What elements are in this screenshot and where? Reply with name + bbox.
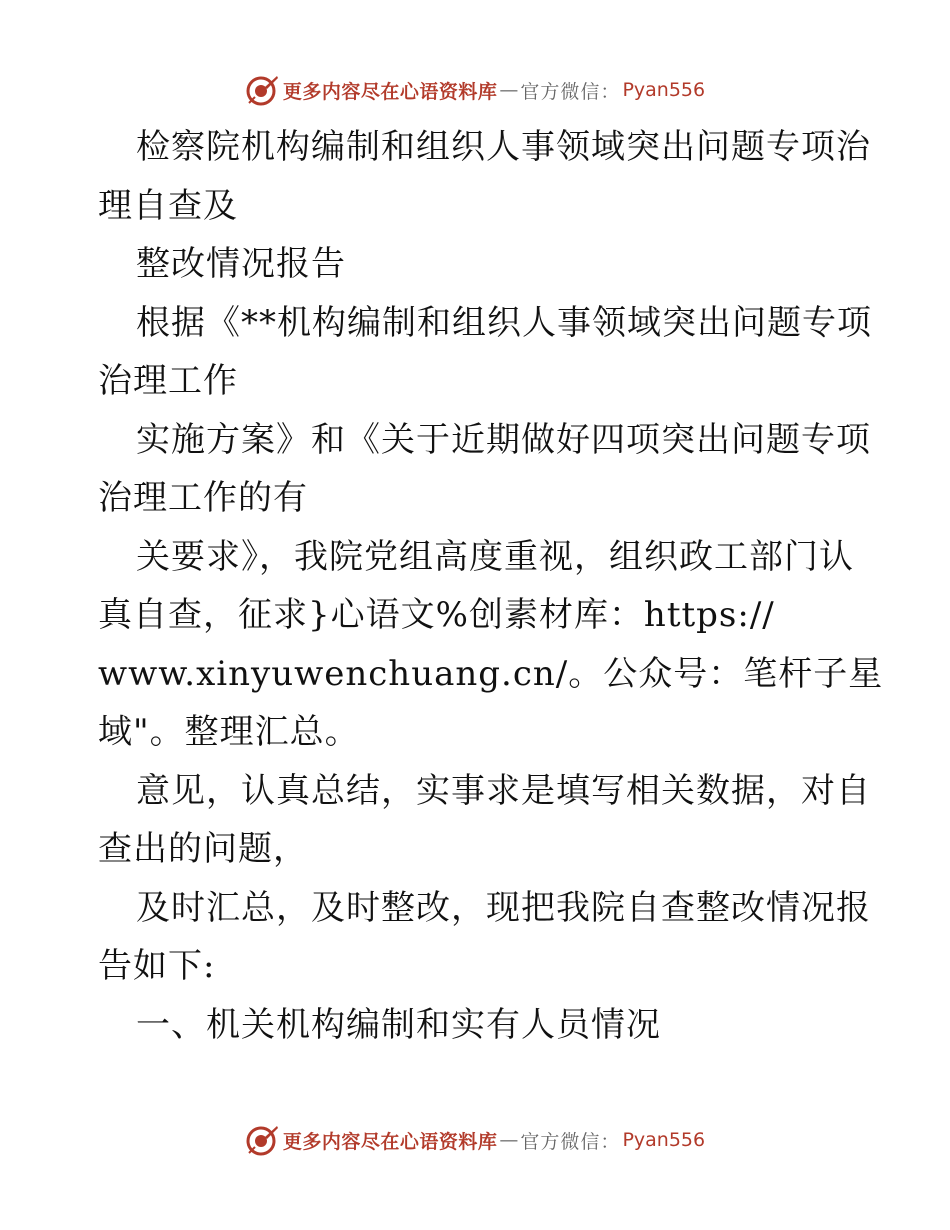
title-line-2: 理自查及 — [98, 185, 238, 226]
paragraph-line: 治理工作的有 — [98, 478, 308, 518]
watermark-wechat-label: 官方微信： — [520, 1130, 621, 1153]
watermark-dash: — — [499, 1129, 519, 1151]
paragraph-line: 告如下: — [98, 946, 216, 986]
paragraph-line: 真自查，征求}心语文%创素材库：https:// — [98, 595, 775, 635]
paragraph-line: www.xinyuwenchuang.cn/。公众号：笔杆子星 — [98, 653, 884, 694]
paragraph-line: 关要求》，我院党组高度重视，组织政工部门认 — [136, 536, 854, 577]
watermark-wechat-id: Pyan556 — [622, 79, 706, 101]
document-body — [98, 118, 884, 1054]
watermark-dash: — — [499, 79, 519, 101]
watermark-footer — [0, 1122, 950, 1158]
paragraph-line: 治理工作 — [98, 361, 238, 401]
watermark-main-text: 更多内容尽在心语资料库 — [282, 1130, 498, 1153]
paragraph-line: 实施方案》和《关于近期做好四项突出问题专项 — [136, 419, 871, 460]
title-line-3: 整改情况报告 — [136, 244, 346, 284]
paragraph-line: 意见，认真总结，实事求是填写相关数据，对自 — [136, 770, 871, 811]
pen-logo-icon — [245, 73, 279, 107]
paragraph-line: 查出的问题， — [98, 829, 308, 869]
watermark-main-text: 更多内容尽在心语资料库 — [282, 80, 498, 103]
paragraph-line: 根据《**机构编制和组织人事领域突出问题专项 — [136, 302, 872, 343]
paragraph-line: 及时汇总，及时整改，现把我院自查整改情况报 — [136, 887, 871, 928]
watermark-header — [0, 72, 950, 108]
section-heading: 一、机关机构编制和实有人员情况 — [136, 1004, 661, 1045]
watermark-wechat-id: Pyan556 — [622, 1129, 706, 1151]
paragraph-line: 域"。整理汇总。 — [98, 712, 360, 752]
title-line-1: 检察院机构编制和组织人事领域突出问题专项治 — [136, 127, 871, 167]
pen-logo-icon — [245, 1123, 279, 1157]
watermark-wechat-label: 官方微信： — [520, 80, 621, 103]
